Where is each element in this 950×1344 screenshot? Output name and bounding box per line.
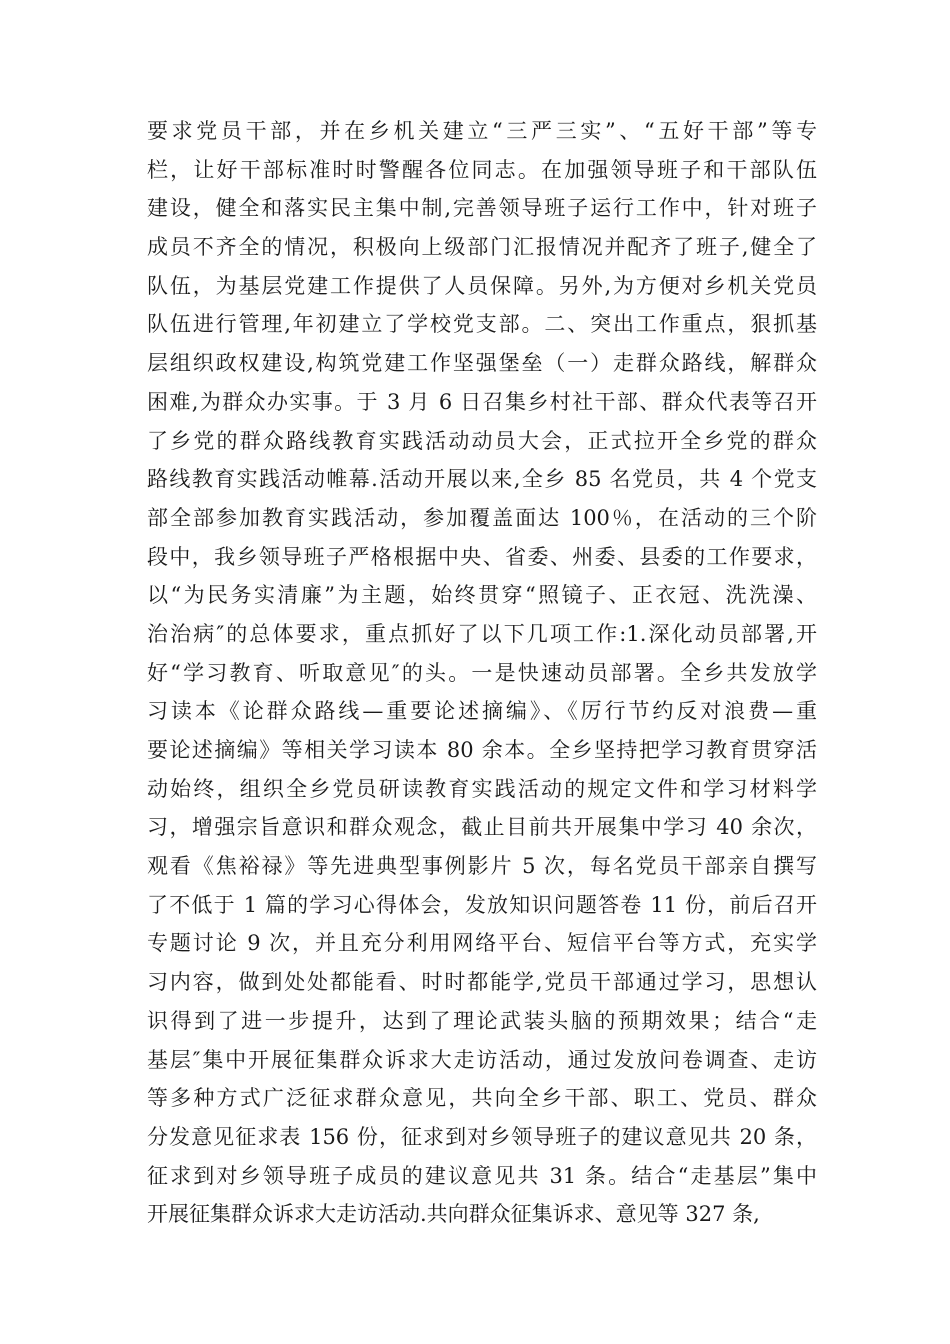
text-line-25: 基层″集中开展征集群众诉求大走访活动，通过发放问卷调查、走访	[147, 1047, 817, 1072]
text-line-24: 识得到了进一步提升，达到了理论武装头脑的预期效果；结合“走	[147, 1008, 817, 1033]
text-line-21: 了不低于 1 篇的学习心得体会，发放知识问题答卷 11 份，前后召开	[147, 892, 817, 917]
text-line-5: 队伍，为基层党建工作提供了人员保障。另外,为方便对乡机关党员	[147, 273, 817, 298]
text-line-2: 栏，让好干部标准时时警醒各位同志。在加强领导班子和干部队伍	[147, 157, 817, 182]
text-line-14: 治治病″的总体要求，重点抓好了以下几项工作:1.深化动员部署,开	[147, 621, 817, 646]
text-line-10: 路线教育实践活动帷幕.活动开展以来,全乡 85 名党员，共 4 个党支	[147, 467, 817, 492]
text-line-16: 习读本《论群众路线—重要论述摘编》、《厉行节约反对浪费—重	[147, 699, 817, 724]
text-line-6: 队伍进行管理,年初建立了学校党支部。二、突出工作重点，狠抓基	[147, 312, 817, 337]
text-line-22: 专题讨论 9 次，并且充分利用网络平台、短信平台等方式，充实学	[147, 931, 817, 956]
text-line-15: 好“学习教育、听取意见″的头。一是快速动员部署。全乡共发放学	[147, 660, 817, 685]
text-line-19: 习，增强宗旨意识和群众观念，截止目前共开展集中学习 40 余次，	[147, 815, 817, 840]
text-line-23: 习内容，做到处处都能看、时时都能学,党员干部通过学习，思想认	[147, 970, 817, 995]
text-line-3: 建设，健全和落实民主集中制,完善领导班子运行工作中，针对班子	[147, 196, 817, 221]
text-line-13: 以“为民务实清廉”为主题，始终贯穿“照镜子、正衣冠、洗洗澡、	[147, 583, 817, 608]
text-line-27: 分发意见征求表 156 份，征求到对乡领导班子的建议意见共 20 条，	[147, 1124, 817, 1149]
text-line-18: 动始终，组织全乡党员研读教育实践活动的规定文件和学习材料学	[147, 776, 817, 801]
text-line-17: 要论述摘编》等相关学习读本 80 余本。全乡坚持把学习教育贯穿活	[147, 738, 817, 762]
text-line-1: 要求党员干部，并在乡机关建立“三严三实”、“五好干部”等专	[147, 119, 817, 143]
text-line-26: 等多种方式广泛征求群众意见，共向全乡干部、职工、党员、群众	[147, 1086, 817, 1111]
text-line-11: 部全部参加教育实践活动，参加覆盖面达 100％，在活动的三个阶	[147, 505, 817, 530]
text-line-29: 开展征集群众诉求大走访活动.共向群众征集诉求、意见等 327 条,	[147, 1202, 760, 1227]
text-line-8: 困难,为群众办实事。于 3 月 6 日召集乡村社干部、群众代表等召开	[147, 389, 817, 414]
text-line-28: 征求到对乡领导班子成员的建议意见共 31 条。结合“走基层”集中	[147, 1163, 817, 1188]
text-line-12: 段中，我乡领导班子严格根据中央、省委、州委、县委的工作要求，	[147, 544, 817, 569]
text-line-9: 了乡党的群众路线教育实践活动动员大会，正式拉开全乡党的群众	[147, 428, 817, 453]
body-paragraph	[147, 112, 817, 1234]
text-line-4: 成员不齐全的情况，积极向上级部门汇报情况并配齐了班子,健全了	[147, 235, 817, 260]
text-line-7: 层组织政权建设,构筑党建工作坚强堡垒（一）走群众路线，解群众	[147, 351, 817, 376]
text-line-20: 观看《焦裕禄》等先进典型事例影片 5 次，每名党员干部亲自撰写	[147, 854, 817, 879]
